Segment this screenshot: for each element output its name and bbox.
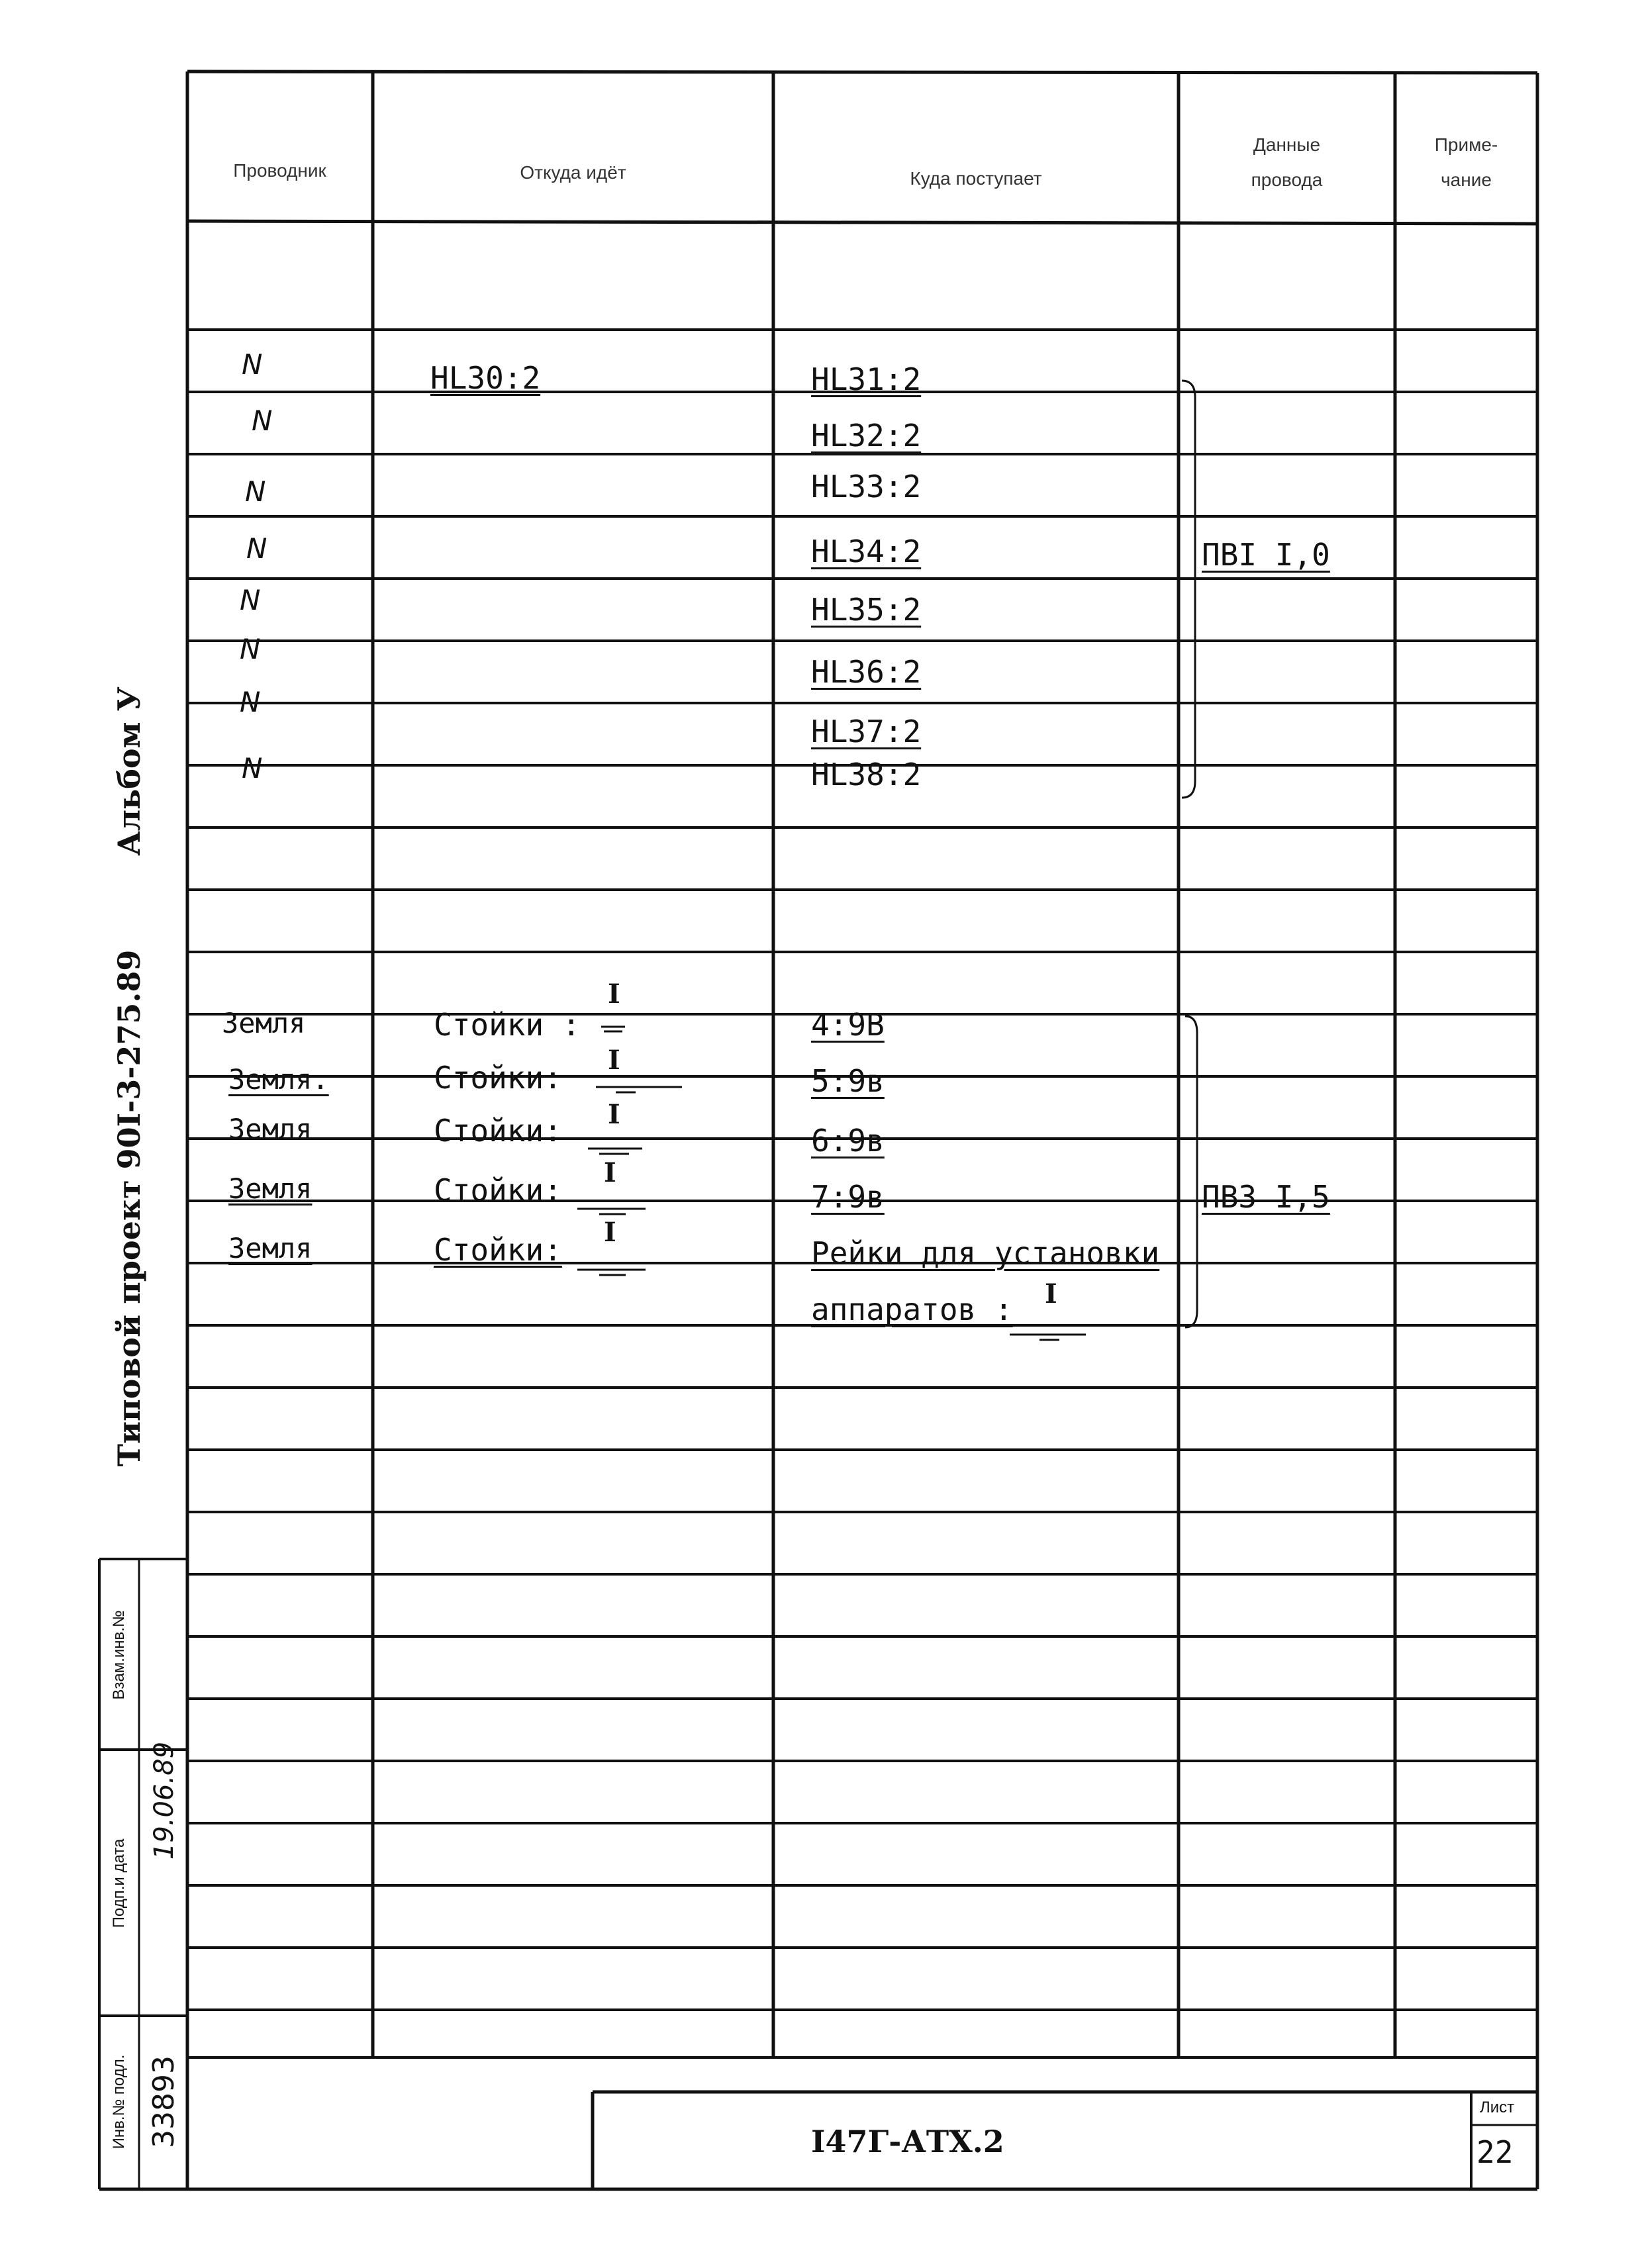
conductor-n-2: N xyxy=(252,404,273,437)
ground-symbol-2: I xyxy=(608,1045,620,1076)
from-stoyki-1: Стойки : xyxy=(434,1007,581,1043)
ground-symbol-1: I xyxy=(608,978,620,1010)
to-apparatus: аппаратов : xyxy=(811,1292,1013,1327)
conductor-n-1: N xyxy=(242,348,263,381)
to-4-9v: 4:9В xyxy=(811,1007,885,1043)
to-rails: Рейки для установки xyxy=(811,1235,1160,1271)
conductor-n-7: N xyxy=(240,686,261,718)
wire-data-pv3: ПВЗ I,5 xyxy=(1202,1179,1330,1215)
side-album: Альбом У xyxy=(111,686,147,856)
wire-data-pv1: ПВI I,0 xyxy=(1202,537,1330,573)
sheet-label: Лист xyxy=(1480,2099,1515,2116)
stamp-inv-orig: Инв.№ подл. xyxy=(110,2054,128,2150)
ground-symbol-5: I xyxy=(604,1217,616,1248)
from-stoyki-4: Стойки: xyxy=(434,1172,562,1208)
header-note-2: чание xyxy=(1441,169,1492,190)
stamp-inv-replace: Взам.инв.№ xyxy=(110,1610,128,1700)
conductor-n-4: N xyxy=(246,532,267,565)
ground-symbol-3: I xyxy=(608,1099,620,1130)
to-7-9v: 7:9в xyxy=(811,1179,885,1215)
header-wire-data-1: Данные xyxy=(1253,134,1321,155)
conductor-ground-2: Земля. xyxy=(228,1063,329,1096)
to-5-9v: 5:9в xyxy=(811,1063,885,1099)
stamp-sign-date: Подп.и дата xyxy=(110,1838,128,1928)
to-hl34: HL34:2 xyxy=(811,534,922,569)
conductor-ground-3: Земля xyxy=(228,1113,313,1145)
conductor-n-8: N xyxy=(242,752,263,784)
from-stoyki-5: Стойки: xyxy=(434,1232,562,1268)
header-conductor: Проводник xyxy=(233,160,326,181)
from-stoyki-2: Стойки: xyxy=(434,1060,562,1096)
sheet-number: 22 xyxy=(1476,2134,1514,2170)
to-hl33: HL33:2 xyxy=(811,469,922,504)
ground-symbol-6: I xyxy=(1045,1278,1057,1309)
side-project: Типовой проект 90I-3-275.89 xyxy=(111,949,147,1467)
conductor-ground-5: Земля xyxy=(228,1232,313,1264)
ground-symbol-4: I xyxy=(604,1157,616,1188)
conductor-n-6: N xyxy=(240,633,261,665)
stamp-inv-value: 33893 xyxy=(147,2055,181,2148)
stamp-date-value: 19.06.89 xyxy=(149,1741,179,1860)
conductor-ground-1: Земля xyxy=(222,1007,306,1039)
header-note-1: Приме- xyxy=(1434,134,1498,155)
from-stoyki-3: Стойки: xyxy=(434,1113,562,1149)
document-code: I47Г-АТХ.2 xyxy=(811,2124,1004,2159)
conductor-ground-4: Земля xyxy=(228,1172,313,1205)
to-hl37: HL37:2 xyxy=(811,714,922,749)
to-hl36: HL36:2 xyxy=(811,654,922,690)
conductor-n-5: N xyxy=(240,584,261,616)
conductor-n-3: N xyxy=(245,475,266,508)
to-hl38: HL38:2 xyxy=(811,757,922,792)
to-6-9v: 6:9в xyxy=(811,1123,885,1158)
header-to: Куда поступает xyxy=(910,168,1042,189)
to-hl31: HL31:2 xyxy=(811,361,922,397)
to-hl32: HL32:2 xyxy=(811,418,922,453)
header-from: Откуда идёт xyxy=(520,162,626,183)
from-hl30: HL30:2 xyxy=(430,360,541,396)
to-hl35: HL35:2 xyxy=(811,592,922,628)
header-wire-data-2: провода xyxy=(1251,169,1323,190)
